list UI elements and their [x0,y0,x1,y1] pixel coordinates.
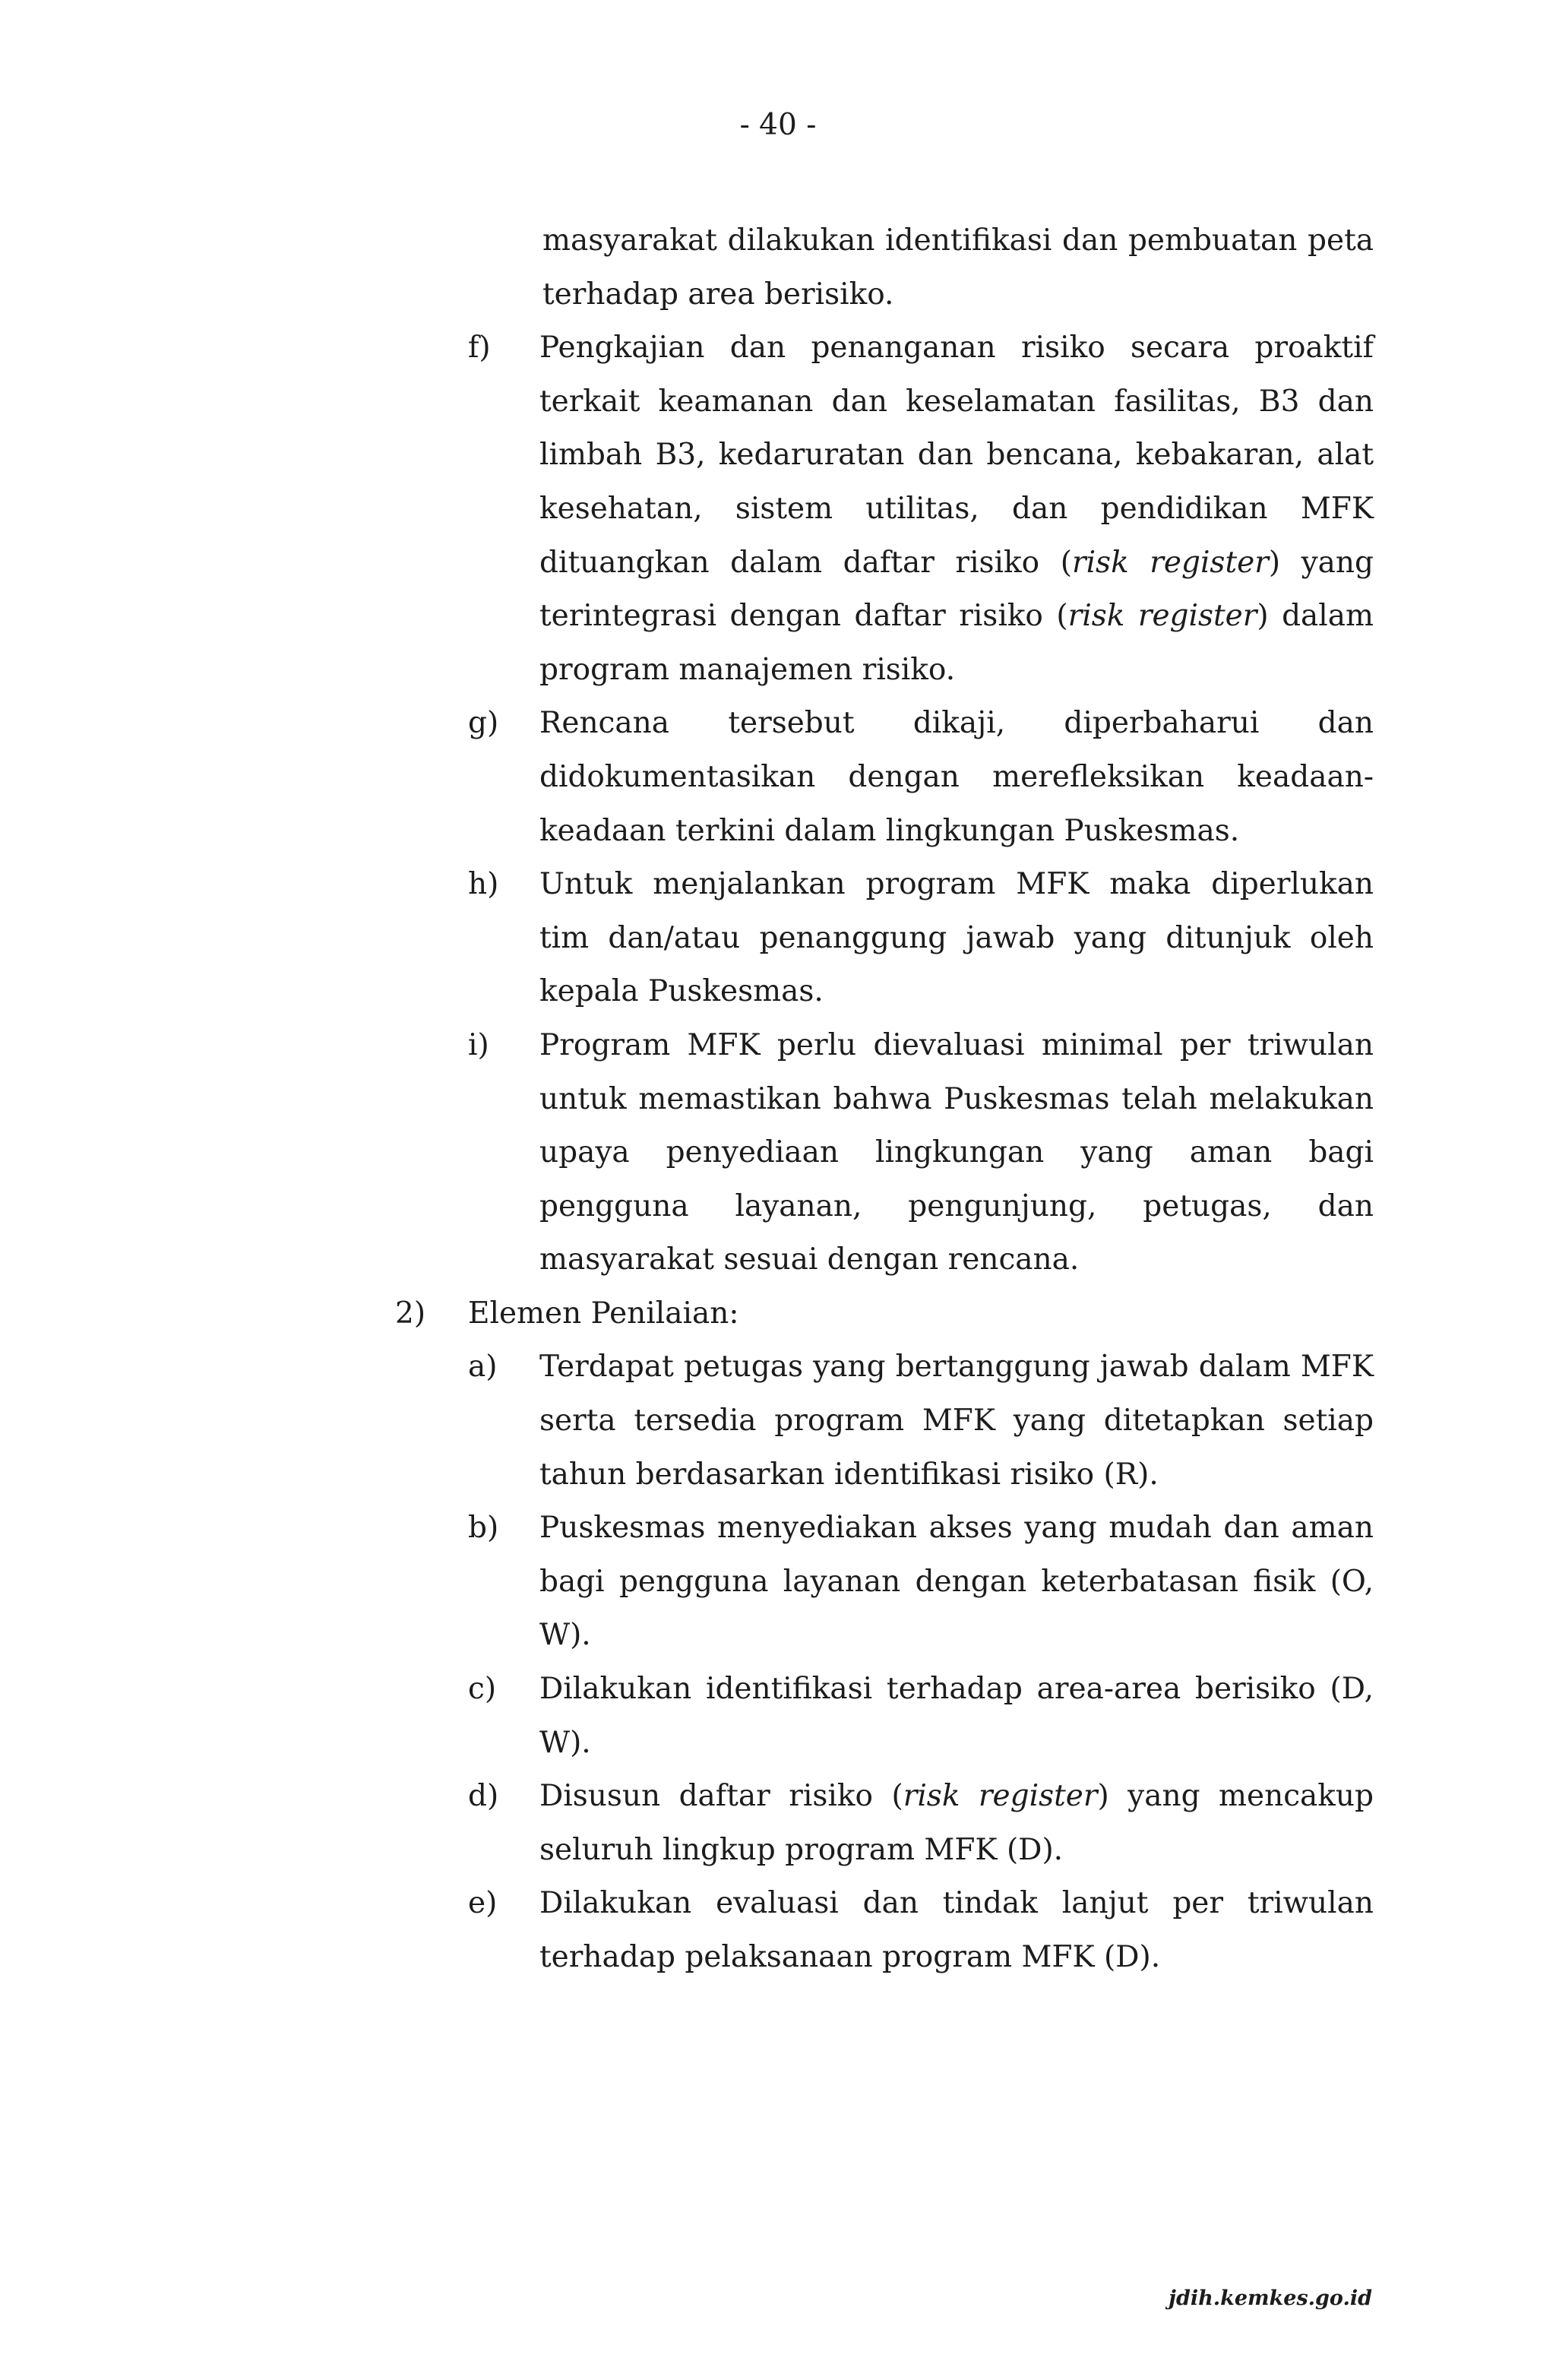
list-marker: b) [468,1511,499,1546]
list-item-text: Puskesmas menyediakan akses yang mudah dan aman bagi pengguna layanan dengan keterbatasan fisik (O, W). [539,1511,1374,1653]
list-item-text: Rencana tersebut dikaji, diperbaharui dan didokumentasikan dengan merefleksikan keadaan-keadaan terkini dalam lingkungan Puskesmas. [539,706,1374,848]
document-body [380,214,1374,1985]
list-item-e [468,1877,1374,1984]
italic-term: risk register [1071,545,1269,580]
list-item-a [468,1340,1374,1502]
section-title: Elemen Penilaian: [468,1296,739,1331]
list-marker: g) [468,706,499,741]
italic-term: risk register [1067,599,1257,634]
list-marker: h) [468,867,499,902]
list-marker: i) [468,1027,489,1062]
list-item-g [468,697,1374,858]
list-item-i [468,1019,1374,1287]
list-item-d [468,1770,1374,1877]
list-item-text: Untuk menjalankan program MFK maka diperlukan tim dan/atau penanggung jawab yang ditunjuk oleh kepala Puskesmas. [539,867,1374,1009]
list-item-text: Pengkajian dan penanganan risiko secara proaktif terkait keamanan dan keselamatan fasilitas, B3 dan limbah B3, kedaruratan dan bencana, kebakaran, alat kesehatan, sistem utilitas, dan pendidikan MFK dituangkan dalam daftar risiko (risk register) yang terintegrasi dengan daftar risiko (risk register) dalam program manajemen risiko. [539,331,1374,687]
list-item-f [468,321,1374,697]
italic-term: risk register [903,1779,1098,1814]
page-number: - 40 - [739,108,817,142]
list-marker: c) [468,1672,497,1707]
section-heading-elemen-penilaian [395,1287,1374,1341]
list-item-b [468,1502,1374,1663]
list-item-text: Disusun daftar risiko (risk register) yang mencakup seluruh lingkup program MFK (D). [539,1779,1374,1867]
list-item-text: Dilakukan evaluasi dan tindak lanjut per triwulan terhadap pelaksanaan program MFK (D). [539,1886,1374,1974]
footer-source-link: jdih.kemkes.go.id [1169,2287,1372,2310]
list-item-h [468,858,1374,1019]
list-item-c [468,1663,1374,1770]
list-marker: a) [468,1350,498,1385]
list-item-text: Terdapat petugas yang bertanggung jawab dalam MFK serta tersedia program MFK yang ditetapkan setiap tahun berdasarkan identifikasi risiko (R). [539,1350,1374,1492]
continuation-paragraph: masyarakat dilakukan identifikasi dan pembuatan peta terhadap area berisiko. [542,223,1374,312]
list-marker: e) [468,1886,498,1921]
list-item-text: Program MFK perlu dievaluasi minimal per triwulan untuk memastikan bahwa Puskesmas telah melakukan upaya penyediaan lingkungan yang aman bagi pengguna layanan, pengunjung, petugas, dan masyarakat sesuai dengan rencana. [539,1027,1374,1277]
list-item-text: Dilakukan identifikasi terhadap area-area berisiko (D, W). [539,1672,1374,1760]
list-marker: d) [468,1779,499,1814]
section-marker: 2) [395,1296,426,1331]
list-marker: f) [468,331,491,366]
